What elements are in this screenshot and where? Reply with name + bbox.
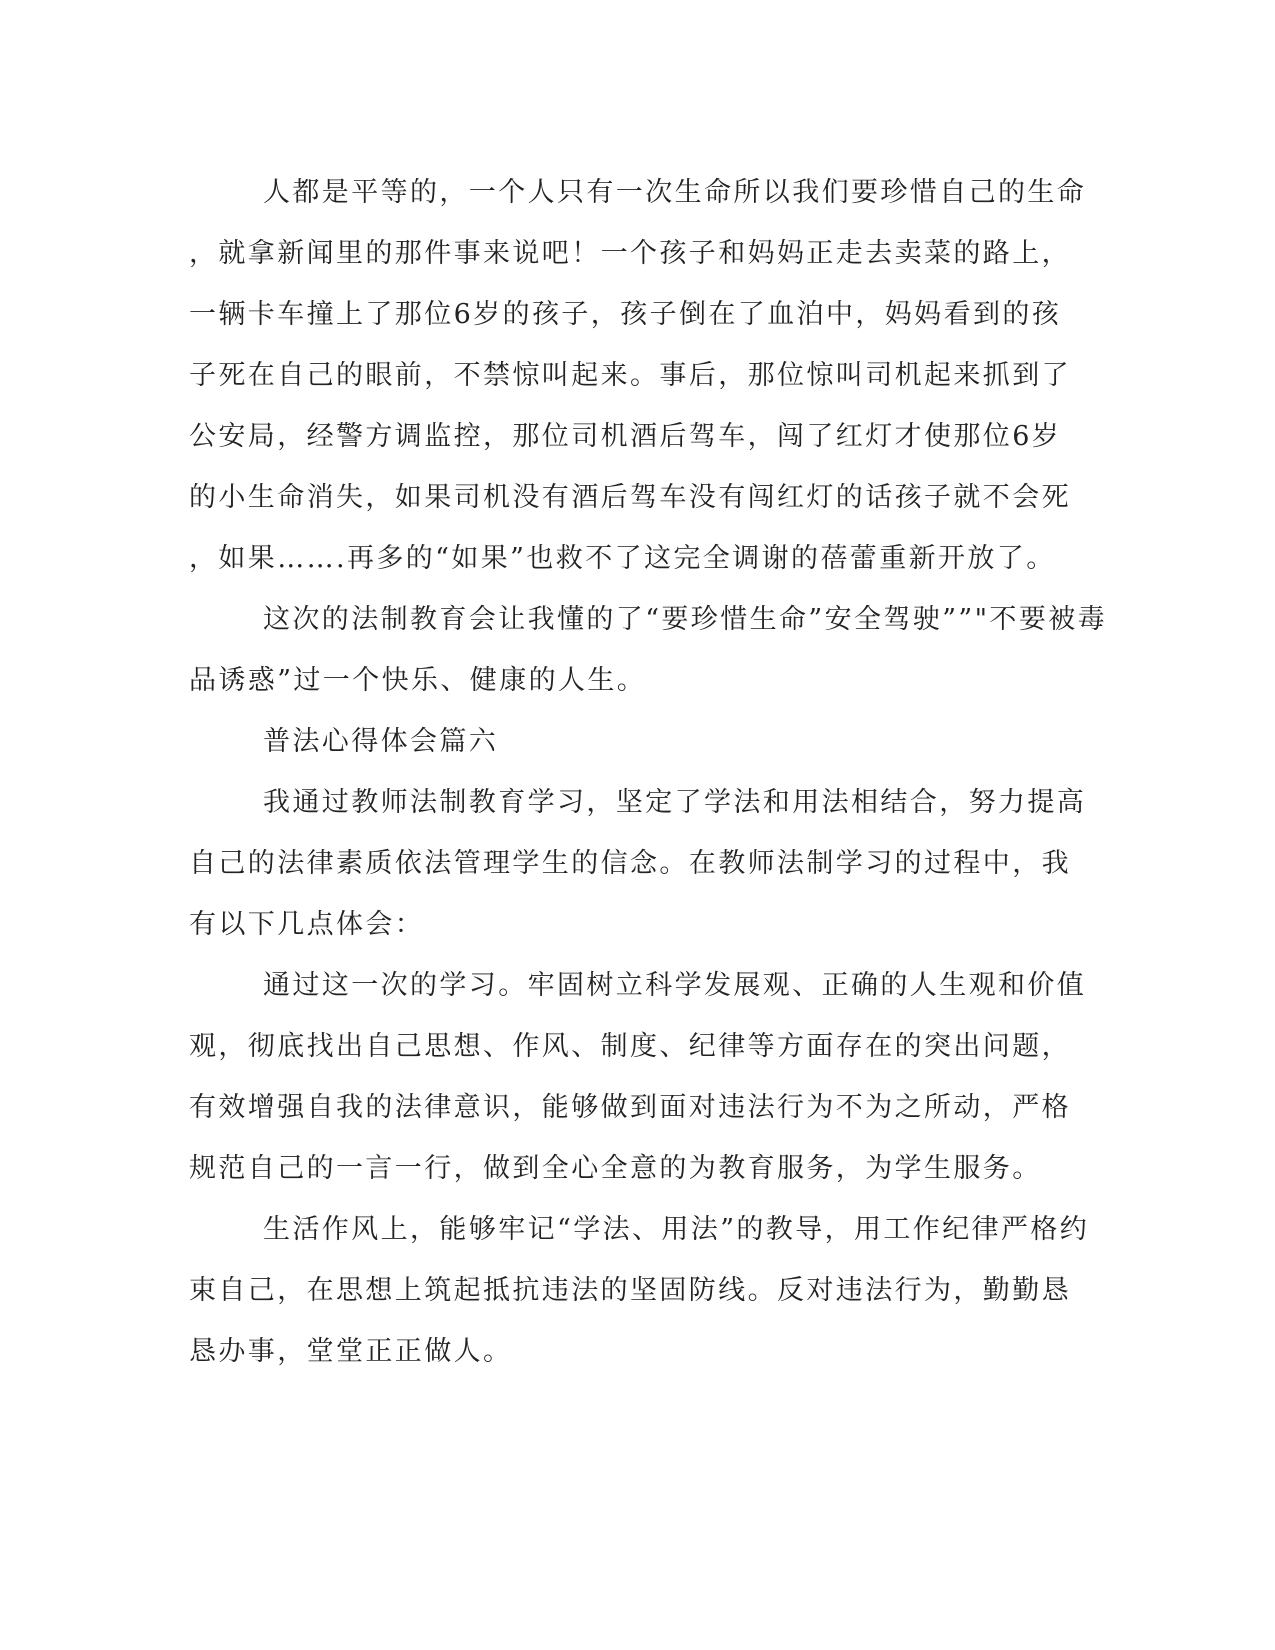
paragraph-line: 品诱惑”过一个快乐、健康的人生。	[189, 665, 647, 696]
paragraph-line: 观，彻底找出自己思想、作风、制度、纪律等方面存在的突出问题，	[189, 1031, 1071, 1062]
paragraph-line: 的小生命消失，如果司机没有酒后驾车没有闯红灯的话孩子就不会死	[189, 482, 1071, 513]
paragraph-line: ，如果…….再多的“如果”也救不了这完全调谢的蓓蕾重新开放了。	[189, 543, 1056, 574]
paragraph-line: 一辆卡车撞上了那位6岁的孩子，孩子倒在了血泊中，妈妈看到的孩	[189, 299, 1062, 330]
paragraph-line: 有以下几点体会：	[189, 909, 425, 940]
paragraph-line: 束自己，在思想上筑起抵抗违法的坚固防线。反对违法行为，勤勤恳	[189, 1275, 1071, 1306]
section-heading: 普法心得体会篇六	[263, 726, 499, 757]
paragraph-line: 有效增强自我的法律意识，能够做到面对违法行为不为之所动，严格	[189, 1092, 1071, 1123]
paragraph-line: 自己的法律素质依法管理学生的信念。在教师法制学习的过程中，我	[189, 848, 1071, 879]
document-body	[189, 162, 1108, 1382]
paragraph-line: 公安局，经警方调监控，那位司机酒后驾车，闯了红灯才使那位6岁	[189, 421, 1062, 452]
paragraph-line: 生活作风上，能够牢记“学法、用法”的教导，用工作纪律严格约	[263, 1214, 1090, 1245]
paragraph-line: ，就拿新闻里的那件事来说吧！一个孩子和妈妈正走去卖菜的路上，	[189, 238, 1071, 269]
paragraph-line: 通过这一次的学习。牢固树立科学发展观、正确的人生观和价值	[263, 970, 1087, 1001]
paragraph-line: 子死在自己的眼前，不禁惊叫起来。事后，那位惊叫司机起来抓到了	[189, 360, 1071, 391]
paragraph-line: 恳办事，堂堂正正做人。	[189, 1336, 513, 1367]
paragraph-line: 我通过教师法制教育学习，坚定了学法和用法相结合，努力提高	[263, 787, 1087, 818]
paragraph-line: 规范自己的一言一行，做到全心全意的为教育服务，为学生服务。	[189, 1153, 1042, 1184]
paragraph-line: 这次的法制教育会让我懂的了“要珍惜生命”安全驾驶””"不要被毒	[263, 604, 1108, 635]
paragraph-line: 人都是平等的，一个人只有一次生命所以我们要珍惜自己的生命	[263, 177, 1087, 208]
